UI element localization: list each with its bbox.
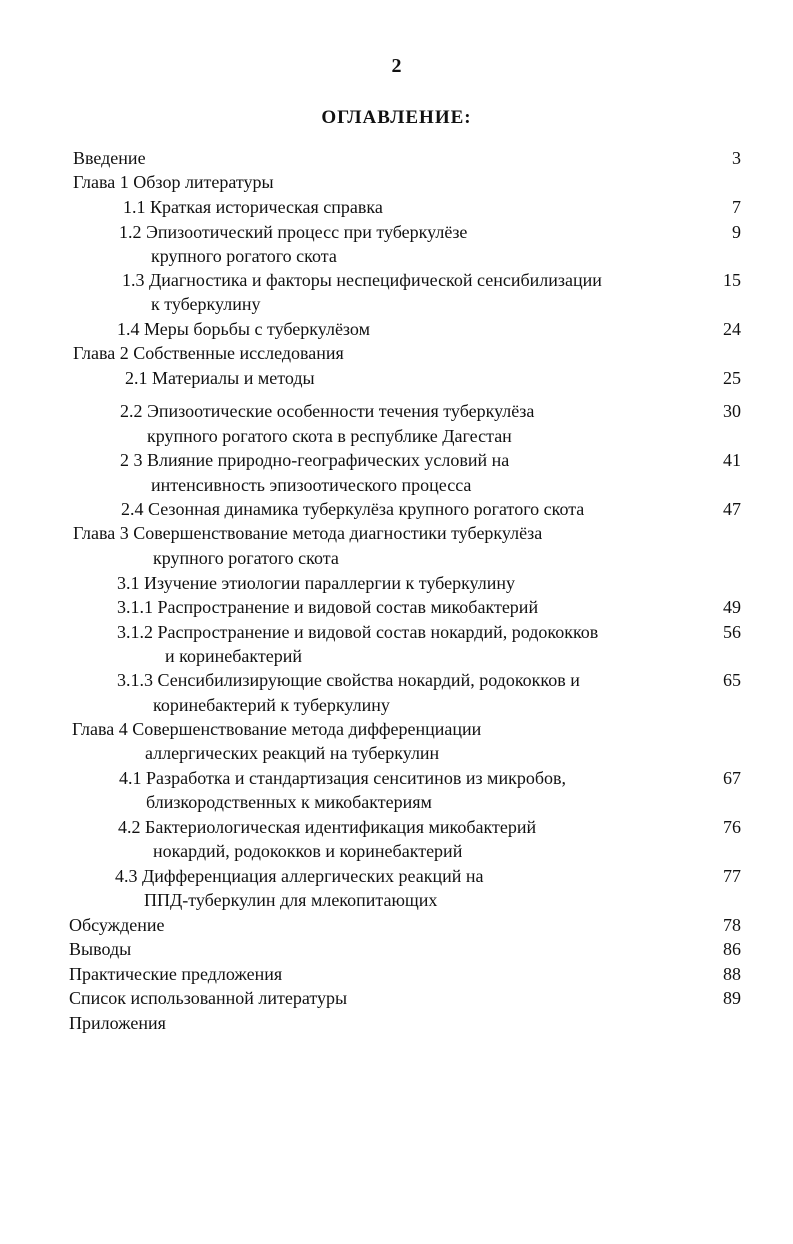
toc-entry-page: 88 bbox=[723, 964, 741, 984]
toc-entry-text: 3.1 Изучение этиологии параллергии к туберкулину bbox=[117, 573, 516, 593]
toc-entry-text: нокардий, родококков и коринебактерий bbox=[153, 841, 463, 861]
toc-entry-text: Практические предложения bbox=[69, 964, 283, 984]
toc-entry-text: 3.1.3 Сенсибилизирующие свойства нокардий, родококков и bbox=[117, 670, 580, 690]
toc-entry-text: 2.1 Материалы и методы bbox=[125, 368, 315, 388]
toc-entry-text: Глава 1 Обзор литературы bbox=[73, 172, 274, 192]
toc-entry-text: 3.1.1 Распространение и видовой состав микобактерий bbox=[117, 597, 539, 617]
toc-entry-text: близкородственных к микобактериям bbox=[146, 792, 432, 812]
toc-entry-text: 3.1.2 Распространение и видовой состав нокардий, родококков bbox=[117, 622, 599, 642]
toc-entry-page: 86 bbox=[723, 939, 741, 959]
toc-entry-text: аллергических реакций на туберкулин bbox=[145, 743, 440, 763]
toc-entry-page: 56 bbox=[723, 622, 741, 642]
toc-entry-text: Глава 2 Собственные исследования bbox=[73, 343, 344, 363]
toc-entry-text: 4.1 Разработка и стандартизация сенситинов из микробов, bbox=[119, 768, 566, 788]
toc-entry-text: Приложения bbox=[69, 1013, 166, 1033]
toc-entry-text: крупного рогатого скота в республике Дагестан bbox=[147, 426, 512, 446]
toc-entry-text: 1.1 Краткая историческая справка bbox=[123, 197, 383, 217]
toc-entry-page: 30 bbox=[723, 401, 741, 421]
toc-entry-page: 9 bbox=[732, 222, 741, 242]
toc-entry-page: 65 bbox=[723, 670, 741, 690]
toc-entry-page: 25 bbox=[723, 368, 741, 388]
toc-entry-text: 2.2 Эпизоотические особенности течения туберкулёза bbox=[120, 401, 535, 421]
toc-title: ОГЛАВЛЕНИЕ: bbox=[321, 107, 472, 128]
toc-entry-page: 47 bbox=[723, 499, 741, 519]
toc-entry-text: Обсуждение bbox=[69, 915, 165, 935]
toc-entry-text: крупного рогатого скота bbox=[153, 548, 339, 568]
toc-entry-text: интенсивность эпизоотического процесса bbox=[151, 475, 472, 495]
toc-entry-text: Выводы bbox=[69, 939, 132, 959]
toc-entry-page: 67 bbox=[723, 768, 741, 788]
toc-entry-page: 3 bbox=[732, 148, 741, 168]
toc-entry-text: 2 3 Влияние природно-географических условий на bbox=[120, 450, 510, 470]
toc-entry-text: 1.3 Диагностика и факторы неспецифической сенсибилизации bbox=[122, 270, 602, 290]
toc-entry-page: 78 bbox=[723, 915, 741, 935]
toc-entry-text: 1.2 Эпизоотический процесс при туберкулёзе bbox=[119, 222, 468, 242]
toc-entry-text: коринебактерий к туберкулину bbox=[153, 695, 390, 715]
toc-entry-text: 4.3 Дифференциация аллергических реакций на bbox=[115, 866, 484, 886]
toc-entry-text: 1.4 Меры борьбы с туберкулёзом bbox=[117, 319, 370, 339]
toc-entry-text: Глава 3 Совершенствование метода диагностики туберкулёза bbox=[73, 523, 543, 543]
toc-entry-page: 77 bbox=[723, 866, 741, 886]
toc-entry-page: 49 bbox=[723, 597, 741, 617]
toc-entry-text: и коринебактерий bbox=[165, 646, 302, 666]
toc-entry-text: крупного рогатого скота bbox=[151, 246, 337, 266]
toc-entry-text: Список использованной литературы bbox=[69, 988, 348, 1008]
toc-entry-page: 24 bbox=[723, 319, 741, 339]
toc-entry-page: 76 bbox=[723, 817, 741, 837]
toc-entry-page: 41 bbox=[723, 450, 741, 470]
toc-entry-page: 15 bbox=[723, 270, 741, 290]
toc-entry-page: 89 bbox=[723, 988, 741, 1008]
toc-entry-text: к туберкулину bbox=[151, 294, 261, 314]
toc-entry-page: 7 bbox=[732, 197, 741, 217]
toc-entry-text: 2.4 Сезонная динамика туберкулёза крупного рогатого скота bbox=[121, 499, 585, 519]
page-number: 2 bbox=[391, 55, 402, 77]
toc-entry-text: Глава 4 Совершенствование метода дифференциации bbox=[72, 719, 482, 739]
toc-entry-text: Введение bbox=[73, 148, 146, 168]
toc-entry-text: 4.2 Бактериологическая идентификация микобактерий bbox=[118, 817, 537, 837]
toc-entry-text: ППД-туберкулин для млекопитающих bbox=[144, 890, 438, 910]
